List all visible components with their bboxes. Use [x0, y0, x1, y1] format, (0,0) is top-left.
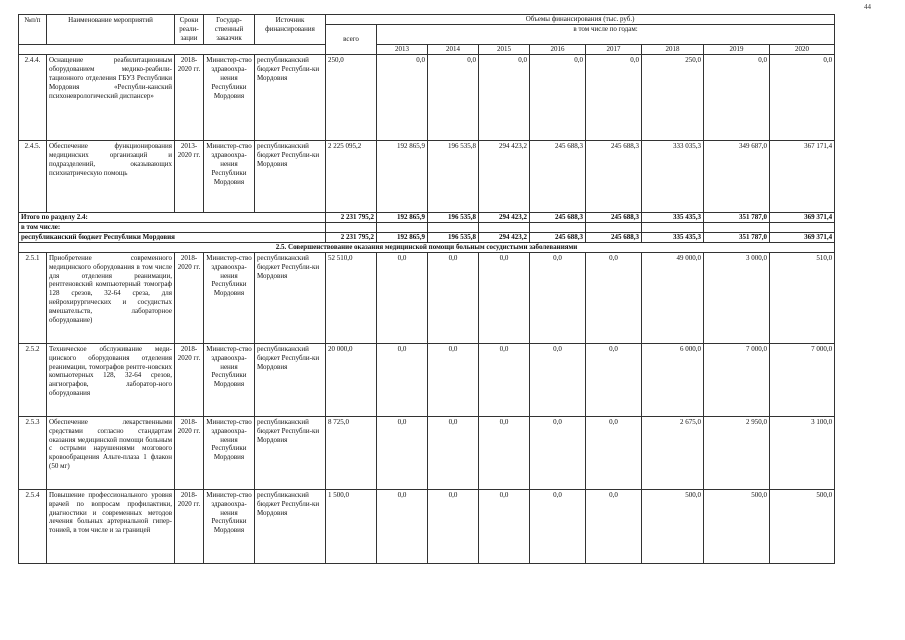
row-value: 0,0: [530, 343, 586, 416]
row-term: 2018-2020 гг.: [175, 252, 204, 343]
row-value: 192 865,9: [377, 212, 428, 222]
row-num: 2.4.5.: [19, 140, 47, 212]
header-including: в том числе по годам:: [377, 25, 835, 45]
financing-table: [18, 14, 835, 564]
row-value: 500,0: [770, 489, 835, 563]
year-header: 2017: [586, 44, 642, 54]
row-value: 245 688,3: [530, 232, 586, 242]
row-value: 245 688,3: [586, 212, 642, 222]
row-value: 294 423,2: [479, 232, 530, 242]
row-value: 349 687,0: [704, 140, 770, 212]
row-value: 335 435,3: [642, 232, 704, 242]
section-total-row: [19, 212, 835, 222]
year-header: 2015: [479, 44, 530, 54]
row-value: 6 000,0: [642, 343, 704, 416]
row-value: 351 787,0: [704, 212, 770, 222]
row-value: 49 000,0: [642, 252, 704, 343]
row-value: 0,0: [530, 252, 586, 343]
table-row: [19, 252, 835, 343]
row-value: 0,0: [428, 416, 479, 489]
page-number: 44: [864, 3, 871, 11]
row-value: 2 950,0: [704, 416, 770, 489]
row-customer: Министер-ство здравоохра-нения Республики Мордовия: [204, 140, 255, 212]
row-value: 0,0: [586, 489, 642, 563]
row-value: 7 000,0: [704, 343, 770, 416]
row-name: Обеспечение лекарственными средствами согласно стандартам оказания медицинской помощи больным с острыми нарушениями мозгового кровообращения Альте-плаза 1 флакон (50 мг): [47, 416, 175, 489]
row-value: 335 435,3: [642, 212, 704, 222]
header-term: Сроки реали-зации: [175, 15, 204, 45]
table-row: [19, 416, 835, 489]
row-value: 0,0: [586, 54, 642, 140]
row-value: 245 688,3: [586, 140, 642, 212]
header-row-1: [19, 15, 835, 25]
row-value: 294 423,2: [479, 212, 530, 222]
row-total: 1 500,0: [326, 489, 377, 563]
row-value: 0,0: [704, 54, 770, 140]
row-value: 0,0: [377, 343, 428, 416]
row-num: 2.5.1: [19, 252, 47, 343]
header-filler: [19, 44, 326, 54]
row-total: 2 231 795,2: [326, 212, 377, 222]
row-value: 333 035,3: [642, 140, 704, 212]
including-label: в том числе:: [19, 222, 326, 232]
row-value: 0,0: [479, 343, 530, 416]
row-value: 192 865,9: [377, 232, 428, 242]
header-customer: Государ-ственный заказчик: [204, 15, 255, 45]
row-value: 0,0: [377, 489, 428, 563]
row-term: 2013-2020 гг.: [175, 140, 204, 212]
row-value: 2 675,0: [642, 416, 704, 489]
row-source: республиканский бюджет Республи-ки Мордовия: [255, 252, 326, 343]
row-total: 8 725,0: [326, 416, 377, 489]
row-value: 3 100,0: [770, 416, 835, 489]
row-value: 0,0: [428, 489, 479, 563]
row-total: 2 225 095,2: [326, 140, 377, 212]
header-total: всего: [326, 25, 377, 55]
row-source: республиканский бюджет Республи-ки Мордовия: [255, 343, 326, 416]
row-value: 294 423,2: [479, 140, 530, 212]
row-customer: Министер-ство здравоохра-нения Республики Мордовия: [204, 416, 255, 489]
row-name: Обеспечение функционирования медицинских организаций и подразделений, оказывающих психиатрическую помощь: [47, 140, 175, 212]
row-value: 0,0: [530, 54, 586, 140]
row-num: 2.5.4: [19, 489, 47, 563]
row-value: 500,0: [642, 489, 704, 563]
row-total: 2 231 795,2: [326, 232, 377, 242]
including-row: [19, 222, 835, 232]
row-value: 245 688,3: [530, 140, 586, 212]
row-customer: Министер-ство здравоохра-нения Республики Мордовия: [204, 343, 255, 416]
row-value: 0,0: [479, 489, 530, 563]
row-value: 0,0: [479, 252, 530, 343]
row-name: Оснащение реабилитационным оборудованием медико-реабили-тационного отделения ГБУЗ Республики Мордовия «Республи-канский психоневрологический диспансер»: [47, 54, 175, 140]
row-value: 0,0: [428, 343, 479, 416]
row-value: 367 171,4: [770, 140, 835, 212]
row-value: 351 787,0: [704, 232, 770, 242]
row-value: 369 371,4: [770, 212, 835, 222]
row-value: 0,0: [530, 489, 586, 563]
row-num: 2.5.3: [19, 416, 47, 489]
row-name: Приобретение современного медицинского оборудования в том числе для отделения реанимации, рентгеновский компьютерный томограф 128 срезов, 32-64 среза, для нейрохирургических и сосудистых вмешательств, лабораторное оборудование): [47, 252, 175, 343]
row-term: 2018-2020 гг.: [175, 416, 204, 489]
row-value: 7 000,0: [770, 343, 835, 416]
section-title: 2.5. Совершенствование оказания медицинской помощи больным сосудистыми заболеваниями: [19, 242, 835, 252]
year-header: 2018: [642, 44, 704, 54]
row-total: 52 510,0: [326, 252, 377, 343]
header-volumes: Объемы финансирования (тыс. руб.): [326, 15, 835, 25]
row-source: республиканский бюджет Республи-ки Мордовия: [255, 416, 326, 489]
row-value: 0,0: [377, 416, 428, 489]
row-value: 245 688,3: [586, 232, 642, 242]
row-customer: Министер-ство здравоохра-нения Республики Мордовия: [204, 252, 255, 343]
table-row: [19, 140, 835, 212]
row-value: 0,0: [428, 252, 479, 343]
year-header: 2020: [770, 44, 835, 54]
row-term: 2018-2020 гг.: [175, 54, 204, 140]
row-customer: Министер-ство здравоохра-нения Республики Мордовия: [204, 489, 255, 563]
row-source: республиканский бюджет Республи-ки Мордовия: [255, 140, 326, 212]
row-value: 0,0: [428, 54, 479, 140]
row-term: 2018-2020 гг.: [175, 343, 204, 416]
year-header: 2014: [428, 44, 479, 54]
row-total: 20 000,0: [326, 343, 377, 416]
row-total: 250,0: [326, 54, 377, 140]
section-total-label: Итого по разделу 2.4:: [19, 212, 326, 222]
row-value: 0,0: [479, 416, 530, 489]
row-customer: Министер-ство здравоохра-нения Республики Мордовия: [204, 54, 255, 140]
table-row: [19, 54, 835, 140]
row-value: 196 535,8: [428, 212, 479, 222]
row-num: 2.5.2: [19, 343, 47, 416]
row-value: 0,0: [586, 416, 642, 489]
row-value: 3 000,0: [704, 252, 770, 343]
header-years-row: [19, 44, 835, 54]
header-source: Источник финансирования: [255, 15, 326, 45]
row-value: 500,0: [704, 489, 770, 563]
table-row: [19, 343, 835, 416]
row-value: 0,0: [377, 252, 428, 343]
table-row: [19, 489, 835, 563]
row-value: 192 865,9: [377, 140, 428, 212]
row-value: 0,0: [586, 252, 642, 343]
row-value: 0,0: [530, 416, 586, 489]
row-value: 0,0: [770, 54, 835, 140]
section-title-row: [19, 242, 835, 252]
row-value: 196 535,8: [428, 232, 479, 242]
row-source: республиканский бюджет Республи-ки Мордовия: [255, 489, 326, 563]
row-name: Повышение профессионального уровня врачей по вопросам профилактики, диагностики и современных методов лечения больных артериальной гипер-тонией, в том числе и за границей: [47, 489, 175, 563]
header-num: №п/п: [19, 15, 47, 45]
budget-row: [19, 232, 835, 242]
budget-label: республиканский бюджет Республики Мордовия: [19, 232, 326, 242]
header-name: Наименование мероприятий: [47, 15, 175, 45]
row-source: республиканский бюджет Республи-ки Мордовия: [255, 54, 326, 140]
row-value: 250,0: [642, 54, 704, 140]
year-header: 2016: [530, 44, 586, 54]
row-value: 510,0: [770, 252, 835, 343]
row-value: 369 371,4: [770, 232, 835, 242]
year-header: 2019: [704, 44, 770, 54]
row-value: 0,0: [586, 343, 642, 416]
row-name: Техническое обслуживание меди-цинского оборудования отделения реанимации, томографов рентге-новских компьютерных 128, 32-64 срезов, ангиографов, лаборатор-ного оборудования: [47, 343, 175, 416]
row-value: 196 535,8: [428, 140, 479, 212]
row-term: 2018-2020 гг.: [175, 489, 204, 563]
year-header: 2013: [377, 44, 428, 54]
row-num: 2.4.4.: [19, 54, 47, 140]
row-value: 0,0: [479, 54, 530, 140]
row-value: 0,0: [377, 54, 428, 140]
row-value: 245 688,3: [530, 212, 586, 222]
